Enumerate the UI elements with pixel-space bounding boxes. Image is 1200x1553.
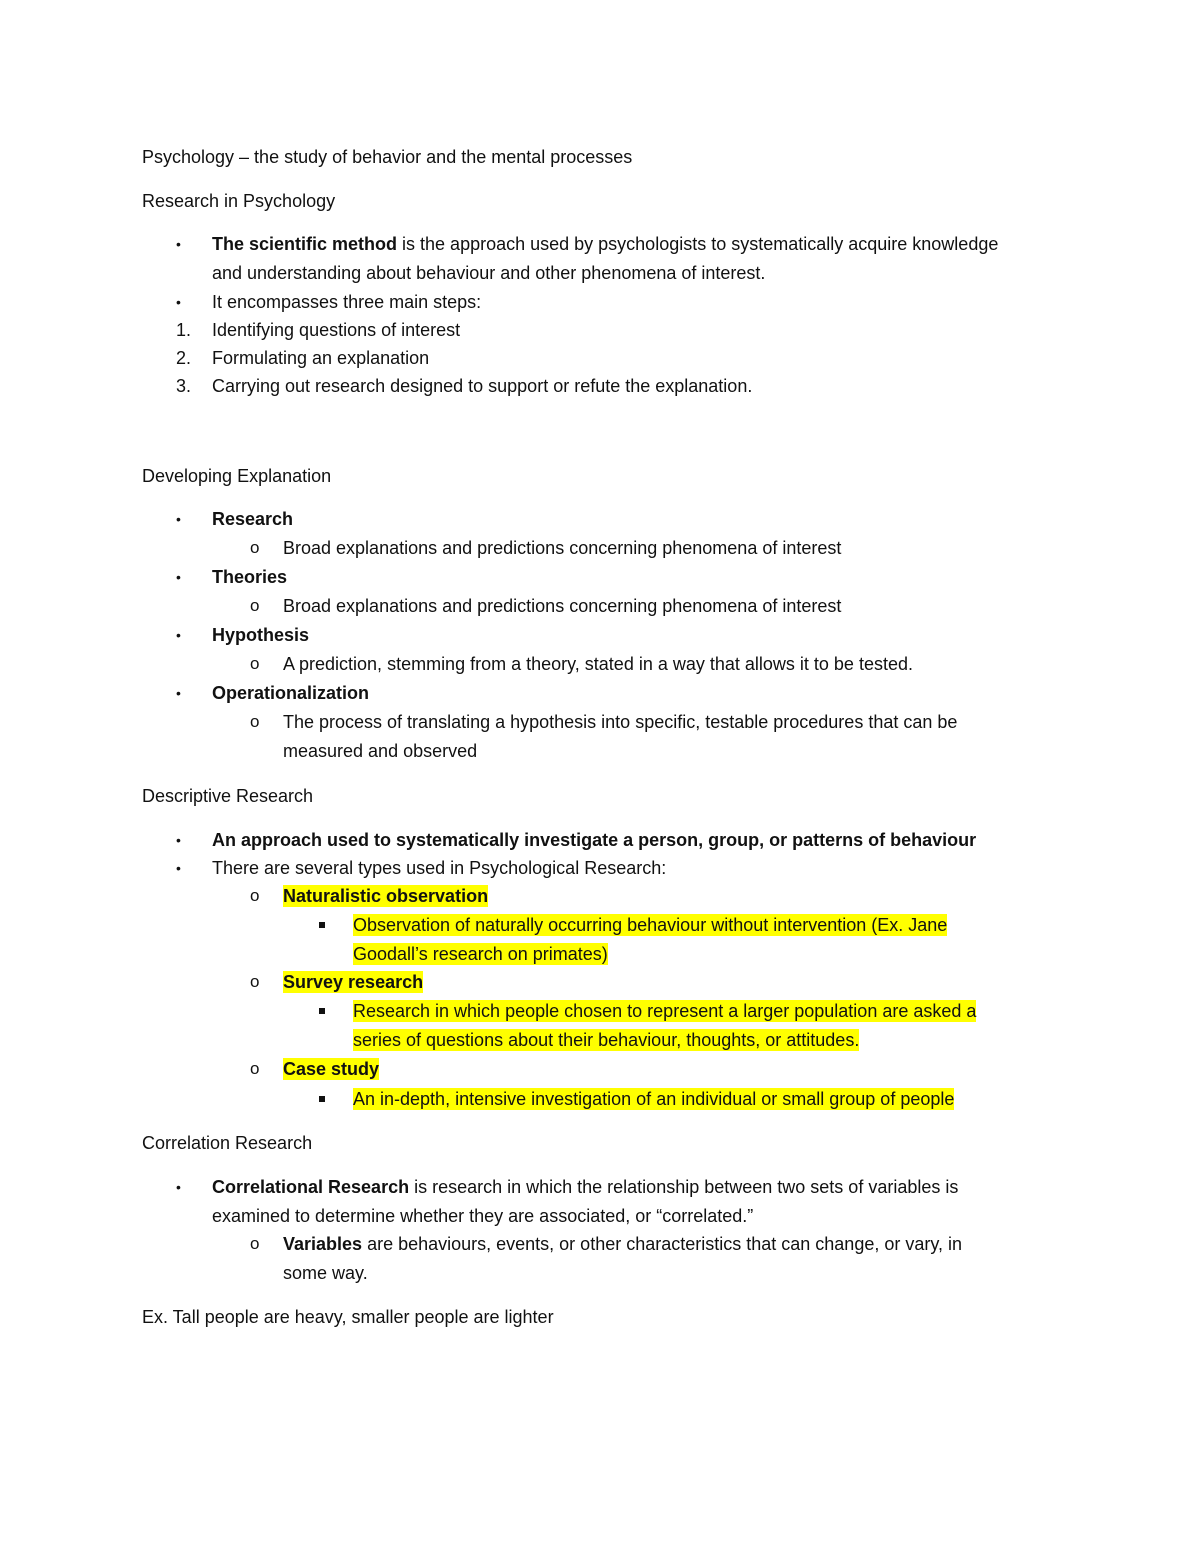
step-number: 3. (176, 376, 192, 396)
term-description: Broad explanations and predictions concerning phenomena of interest (283, 596, 842, 616)
type-desc-text: Observation of naturally occurring behaviour without intervention (Ex. Jane (353, 915, 948, 935)
type-name-survey: Survey research (283, 972, 424, 992)
type-name (283, 970, 423, 994)
term-operationalization: Operationalization (212, 683, 370, 703)
bullet-icon: • (176, 627, 181, 643)
example-line: Ex. Tall people are heavy, smaller people are lighter (142, 1307, 554, 1327)
bullet-icon: • (176, 860, 181, 876)
bullet-icon: • (176, 569, 181, 585)
bullet-icon: • (176, 511, 181, 527)
type-desc (353, 913, 947, 937)
term-description: Broad explanations and predictions concerning phenomena of interest (283, 538, 842, 558)
type-name (283, 884, 488, 908)
variables-term: Variables (283, 1234, 363, 1254)
circle-bullet-icon: o (250, 1234, 260, 1253)
bullet-icon: • (176, 236, 181, 252)
encompasses-line: It encompasses three main steps: (212, 292, 482, 312)
bullet-icon: • (176, 1179, 181, 1195)
type-desc-cont (353, 942, 608, 966)
step-text: Identifying questions of interest (212, 320, 461, 340)
type-name-naturalistic: Naturalistic observation (283, 886, 489, 906)
term-research: Research (212, 509, 294, 529)
square-bullet-icon (319, 1008, 325, 1014)
type-name-case-study: Case study (283, 1059, 380, 1079)
circle-bullet-icon: o (250, 538, 260, 557)
title-line: Psychology – the study of behavior and the mental processes (142, 147, 633, 167)
term-description: A prediction, stemming from a theory, stated in a way that allows it to be tested. (283, 654, 913, 674)
circle-bullet-icon: o (250, 972, 260, 991)
step-text: Formulating an explanation (212, 348, 430, 368)
type-desc-text: Research in which people chosen to represent a larger population are asked a (353, 1001, 977, 1021)
types-intro: There are several types used in Psychological Research: (212, 858, 667, 878)
variables-text: are behaviours, events, or other characteristics that can change, or vary, in (362, 1234, 963, 1254)
correlational-line-2: examined to determine whether they are associated, or “correlated.” (212, 1206, 754, 1226)
variables-line-2: some way. (283, 1263, 368, 1283)
correlational-line-1 (212, 1175, 958, 1199)
scientific-method-term: The scientific method (212, 234, 398, 254)
descriptive-approach: An approach used to systematically investigate a person, group, or patterns of behaviour (212, 830, 977, 850)
type-desc-text: series of questions about their behaviour, thoughts, or attitudes. (353, 1030, 860, 1050)
circle-bullet-icon: o (250, 886, 260, 905)
correlational-term: Correlational Research (212, 1177, 410, 1197)
type-desc (353, 999, 976, 1023)
scientific-method-line-1 (212, 232, 998, 256)
square-bullet-icon (319, 922, 325, 928)
correlation-heading: Correlation Research (142, 1133, 313, 1153)
step-number: 1. (176, 320, 192, 340)
type-name (283, 1057, 379, 1081)
research-heading: Research in Psychology (142, 191, 336, 211)
circle-bullet-icon: o (250, 1059, 260, 1078)
type-desc-text: An in-depth, intensive investigation of an individual or small group of people (353, 1089, 955, 1109)
circle-bullet-icon: o (250, 596, 260, 615)
bullet-icon: • (176, 832, 181, 848)
scientific-method-line-2: and understanding about behaviour and other phenomena of interest. (212, 263, 766, 283)
term-description-cont: measured and observed (283, 741, 478, 761)
term-description: The process of translating a hypothesis into specific, testable procedures that can be (283, 712, 958, 732)
type-desc-cont (353, 1028, 859, 1052)
circle-bullet-icon: o (250, 654, 260, 673)
type-desc (353, 1087, 954, 1111)
bullet-icon: • (176, 685, 181, 701)
step-text: Carrying out research designed to support or refute the explanation. (212, 376, 753, 396)
descriptive-heading: Descriptive Research (142, 786, 314, 806)
type-desc-text: Goodall’s research on primates) (353, 944, 608, 964)
term-theories: Theories (212, 567, 288, 587)
variables-line-1 (283, 1232, 962, 1256)
square-bullet-icon (319, 1096, 325, 1102)
bullet-icon: • (176, 294, 181, 310)
circle-bullet-icon: o (250, 712, 260, 731)
term-hypothesis: Hypothesis (212, 625, 310, 645)
step-number: 2. (176, 348, 192, 368)
correlational-text: is research in which the relationship between two sets of variables is (409, 1177, 959, 1197)
developing-heading: Developing Explanation (142, 466, 332, 486)
scientific-method-text: is the approach used by psychologists to systematically acquire knowledge (397, 234, 999, 254)
